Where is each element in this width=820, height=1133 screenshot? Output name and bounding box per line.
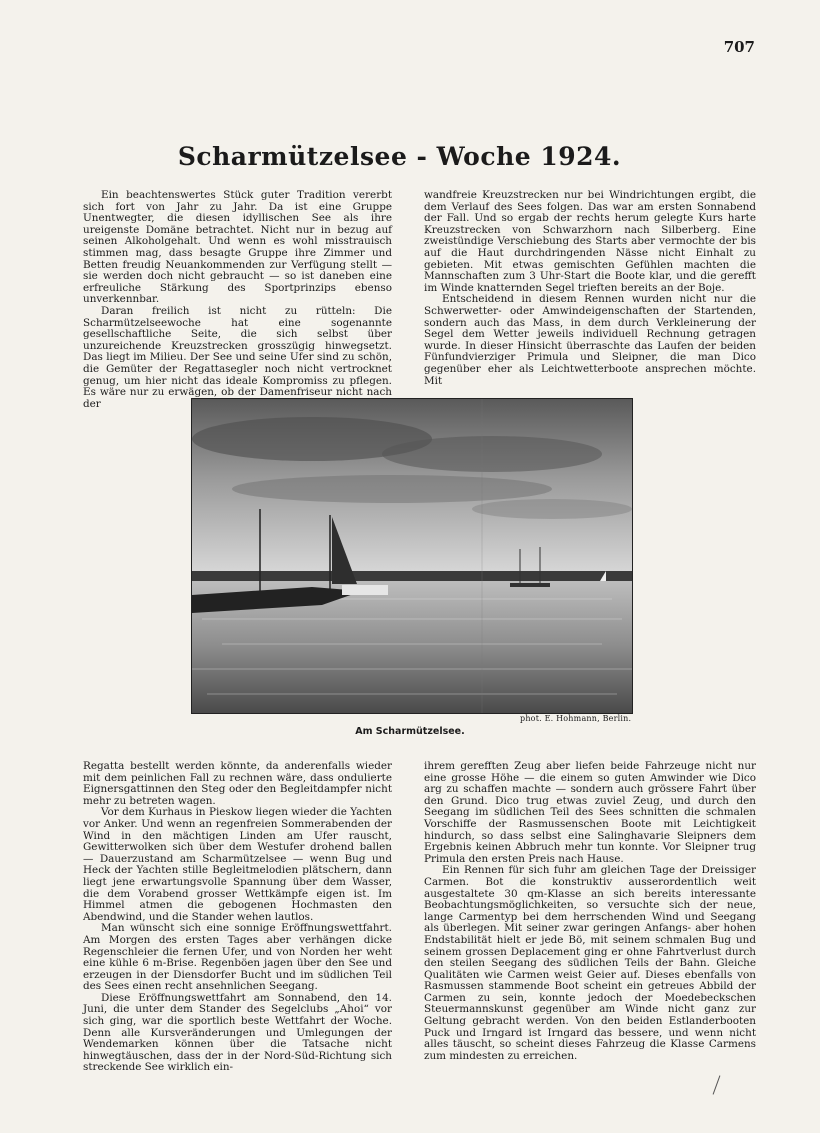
paragraph: ihrem gerefften Zeug aber liefen beide Fahrzeuge nicht nur eine grosse Höhe — die einem so guten Amwinder wie Dico arg zu schaffen machte — sondern auch grössere Fahrt über den Grund. Dico trug etwas zuviel Zeug, und durch den Seegang im südlichen Teil des Sees schnitten die schmalen Vorschiffe der Rasmussenschen Boote mit Leichtigkeit hindurch, so dass selbst eine Salinghavarie Sleipners dem Ergebnis keinen Abbruch mehr tun konnte. Vor Sleipner trug Primula den ersten Preis nach Hause. [424,760,756,865]
paragraph: Diese Eröffnungswettfahrt am Sonnabend, den 14. Juni, die unter dem Stander des Segelclubs „Ahoi“ vor sich ging, war die sportlich beste Wettfahrt der Woche. Denn alle Kursveränderungen und Umlegungen der Wendemarken können über die Tatsache nicht hinwegtäuschen, dass der in der Nord-Süd-Richtung sich streckende See wirklich ein- [83,991,392,1074]
column-bottom-right [424,760,756,1062]
column-top-left [83,189,392,410]
paragraph: Ein Rennen für sich fuhr am gleichen Tage der Dreissiger Carmen. Bot die konstruktiv ausserordentlich weit ausgestaltete 30 qm-Klasse an sich bereits interessante Beobachtungsmöglichkeiten, so versuchte sich der neue, lange Carmentyp bei dem herrschenden Wind und Seegang als überlegen. Mit seiner zwar geringen Anfangs- aber hohen Endstabilität hielt er jede Bö, mit seinem schmalen Bug und seinem grossen Deplacement ging er ohne Fahrtverlust durch den steilen Seegang des südlichen Teils der Bahn. Gleiche Qualitäten wie Carmen weist Geier auf. Dieses ebenfalls von Rasmussen stammende Boot scheint ein getreues Abbild der Carmen zu sein, konnte jedoch der Moedebeckschen Steuermannskunst gegenüber am Winde nicht ganz zur Geltung gebracht werden. Von den beiden Estlanderbooten Puck und Irngard ist Irngard das bessere, und wenn nicht alles täuscht, so scheint dieses Fahrzeug die Klasse Carmens zum mindesten zu erreichen. [424,864,756,1062]
column-bottom-left [83,760,392,1074]
paragraph: Man wünscht sich eine sonnige Eröffnungswettfahrt. Am Morgen des ersten Tages aber verhängen dicke Regenschleier die fernen Ufer, und von Norden her weht eine kühle 6 m-Brise. Regenböen jagen über den See und erzeugen in der Diensdorfer Bucht und im südlichen Teil des Sees einen recht ansehnlichen Seegang. [83,922,392,993]
paragraph: Ein beachtenswertes Stück guter Tradition vererbt sich fort von Jahr zu Jahr. Da ist eine Gruppe Unentwegter, die diesen idyllischen See als ihre ureigenste Domäne betrachtet. Nicht nur in bezug auf seinen Alkoholgehalt. Und wenn es wohl misstrauisch stimmen mag, dass besagte Gruppe ihre Zimmer und Betten freudig Neuankommenden zur Verfügung stellt — sie werden doch nicht gebraucht — so ist daneben eine erfreuliche Stärkung des Sportprinzips ebenso unverkennbar. [83,189,392,306]
paragraph: wandfreie Kreuzstrecken nur bei Windrichtungen ergibt, die dem Verlauf des Sees folgen. Das war am ersten Sonnabend der Fall. Und so ergab der rechts herum gelegte Kurs harte Kreuzstrecken von Schwarzhorn nach Silberberg. Eine zweistündige Verschiebung des Starts aber vermochte der bis auf die Haut durchdringenden Nässe nicht Einhalt zu gebieten. Mit etwas gemischten Gefühlen machten die Mannschaften zum 3 Uhr-Start die Boote klar, und die gerefft im Winde knatternden Segel trieften bereits an der Boje. [424,189,756,294]
article-title: Scharmützelsee - Woche 1924. [177,142,622,171]
lake-photograph [191,398,633,714]
photo-caption: Am Scharmützelsee. [355,726,465,737]
pencil-mark [713,1075,721,1094]
paragraph: Regatta bestellt werden könnte, da anderenfalls wieder mit dem peinlichen Fall zu rechnen wäre, dass ondulierte Eignersgattinnen den Steg oder den Begleitdampfer nicht mehr zu betreten wagen. [83,760,392,807]
photo-credit: phot. E. Hohmann, Berlin. [520,714,632,723]
page-number: 707 [723,38,755,56]
paragraph: Entscheidend in diesem Rennen wurden nicht nur die Schwerwetter- oder Amwindeigenschaften der Startenden, sondern auch das Mass, in dem durch Verkleinerung der Segel dem Wetter jeweils individuell Rechnung getragen wurde. In dieser Hinsicht überraschte das Laufen der beiden Fünfundvierziger Primula und Sleipner, die man Dico gegenüber eher als Leichtwetterboote ansprechen möchte. Mit [424,293,756,387]
paragraph: Daran freilich ist nicht zu rütteln: Die Scharmützelseewoche hat eine sogenannte gesellschaftliche Seite, die sich selbst über unzureichende Kreuzstrecken grosszügig hinwegsetzt. Das liegt im Milieu. Der See und seine Ufer sind zu schön, die Gemüter der Regattasegler noch nicht vertrocknet genug, um hier nicht das ideale Kompromiss zu pflegen. Es wäre nur zu erwägen, ob der Damenfriseur nicht nach der [83,304,392,410]
column-top-right [424,189,756,387]
paragraph: Vor dem Kurhaus in Pieskow liegen wieder die Yachten vor Anker. Und wenn an regenfreien Sommerabenden der Wind in den mächtigen Linden am Ufer rauscht, Gewitterwolken sich über dem Westufer drohend ballen — Dauerzustand am Scharmützelsee — wenn Bug und Heck der Yachten stille Begleitmelodien plätschern, dann liegt jene erwartungsvolle Spannung über dem Wasser, die dem Vorabend grosser Wettkämpfe eigen ist. Im Himmel atmen die gebogenen Hochmasten den Abendwind, und die Stander wehen lautlos. [83,806,392,923]
